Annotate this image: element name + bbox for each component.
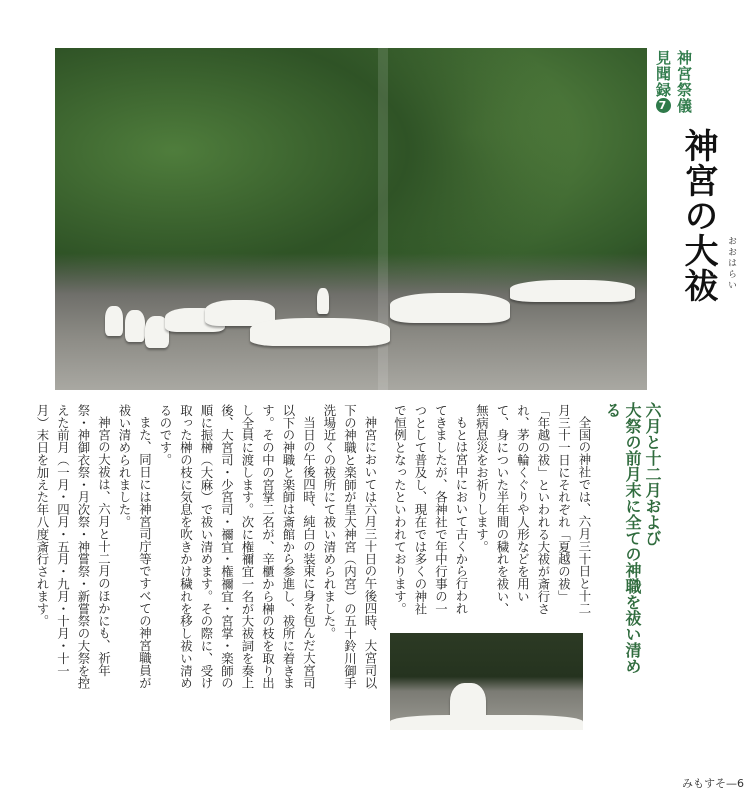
small-photo-priest-purification — [390, 633, 583, 730]
priest-figure — [250, 318, 390, 346]
body-paragraph: また、同日には神宮司庁等ですべての神宮職員が祓い清められました。 — [117, 404, 153, 690]
priest-figure — [510, 280, 635, 302]
priest-figure — [390, 715, 583, 730]
lead-line-1: 六月と十二月および — [643, 402, 662, 546]
lead-heading — [602, 402, 662, 677]
body-paragraph: もとは宮中において古くから行われてきましたが、各神社で年中行事の一つとして普及し、現在では多くの神社で恒例となったといわれております。 — [392, 404, 469, 615]
series-label — [652, 50, 694, 114]
priest-figure — [390, 293, 510, 323]
series-name: 神宮祭儀 — [675, 50, 693, 114]
page-number: みもすそ—6 — [682, 777, 744, 790]
body-paragraph: 神宮の大祓は、六月と十二月のほかにも、祈年祭・神御衣祭・月次祭・神嘗祭・新嘗祭の大祭を控えた前月（一月・四月・五月・九月・十月・十一月）末日を加えた年八度斎行されます。 — [35, 404, 112, 690]
priest-figure — [125, 310, 145, 342]
main-photo-priests-at-purification-site — [55, 48, 647, 390]
body-paragraph: 神宮においては六月三十日の午後四時、大宮司以下の神職と楽師が皇大神宮（内宮）の五十鈴川御手洗場近くの祓所にて祓い清められました。 — [322, 404, 378, 690]
article-title: 神宮の大祓 — [678, 128, 718, 303]
priest-figure — [105, 306, 123, 336]
body-paragraph: 全国の神社では、六月三十日と十二月三十一日にそれぞれ「夏越の祓」「年越の祓」といわれる大祓が斎行され、茅の輪くぐりや人形などを用いて、身についた半年間の穢れを祓い、無病息災をお祈りします。 — [474, 404, 592, 615]
body-paragraph: 当日の午後四時、純白の装束に身を包んだ大宮司以下の神職と楽師は斎館から参進し、祓所に着きます。その中の宮掌二名が、辛櫃から榊の枝を取り出し全員に渡します。次に権禰宜一名が大祓詞を奏上後、大宮司・少宮司・禰宜・権禰宜・宮掌・楽師の順に振榊（大麻）で祓い清めます。その際に、受け取った榊の枝に気息を吹きかけ穢れを移し祓い清めるのです。 — [158, 404, 317, 690]
title-furigana: おおはらい — [726, 236, 736, 291]
body-text-upper — [386, 404, 594, 616]
body-text-lower — [35, 404, 380, 692]
series-number-badge: 7 — [656, 98, 671, 113]
priest-figure — [317, 288, 329, 314]
lead-line-2: 大祭の前月末に全ての神職を祓い清める — [603, 402, 642, 674]
series-subtitle: 見聞録 — [654, 50, 672, 98]
